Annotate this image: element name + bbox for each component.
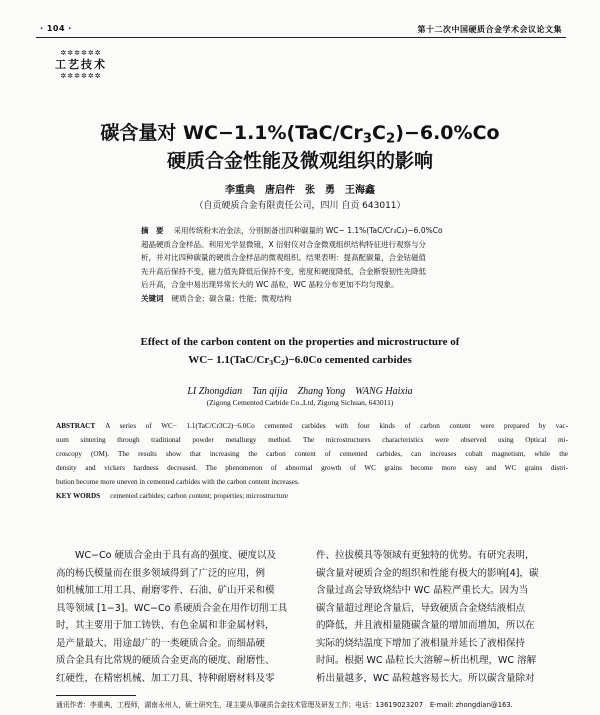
body-line: 质合金具有比常规的硬质合金更高的硬度、耐磨性、 <box>56 655 275 666</box>
body-line: 析出量越多，WC 晶粒越容易长大。所以碳含量除对 <box>316 672 535 684</box>
body-line: 是产量最大、用途最广的一类硬质合金。而细晶硬 <box>56 637 266 649</box>
keywords-en: cemented carbides; carbon content; properties; microstructure <box>110 492 288 500</box>
page-number: · 104 · <box>40 24 72 33</box>
keywords-cn: 硬质合金；碳含量；性能；微观结构 <box>171 293 292 303</box>
affiliation-cn: （自贡硬质合金有限责任公司，四川 自贡 643011） <box>194 201 406 211</box>
abstract-en-line: density and vickers hardness decreased. The phenomenon of abnormal growth of WC grains become more easy and WC grains distri- <box>56 464 568 472</box>
title-cn-line1: 碳含量对 $WC-1.1\%(TaC/Cr_3C_2)-6.0\%Co$ <box>100 122 500 147</box>
authors-cn: 李重典 唐启件 张 勇 王海鑫 <box>225 185 375 196</box>
body-line: WC−Co 硬质合金由于具有高的强度、硬度以及 <box>56 550 276 561</box>
decorative-stars-icon: ✲✲✲✲✲✲ <box>60 72 102 80</box>
abstract-en-line: bution become more uneven in cemented carbides with the carbon content increases. <box>56 478 300 486</box>
abstract-en <box>56 419 568 503</box>
abstract-en-line: uum sintering through traditional powder metallurgy method. The microstructures characteristics were observed using Optical mi- <box>56 436 568 444</box>
abstract-cn-line: 先升高后保持不变，磁力值先降低后保持不变，密度和硬度降低，合金断裂韧性先降低 <box>141 266 426 276</box>
section-tag-label: 工艺技术 <box>55 58 107 71</box>
title-en-line1: Effect of the carbon content on the properties and microstructure of <box>140 336 460 348</box>
body-line: 碳含量超过理论含量后，导致硬质合金烧结液相点 <box>316 602 526 614</box>
affiliation-en: (Zigong Cemented Carbide Co.,Ltd, Zigong Sichuan, 643011) <box>206 398 394 407</box>
title-en-line2: $WC- 1.1(TaC/Cr_3C_2)-6.0Co$ cemented carbides <box>188 354 412 367</box>
section-tag <box>44 50 118 80</box>
authors-en: LI Zhongdian Tan qijia Zhang Yong WANG Haixia <box>187 386 413 397</box>
body-line: 碳含量对硬质合金的组织和性能有极大的影响[4]，碳 <box>316 567 539 579</box>
footnote: 通讯作者：李重典，工程师，湖南永州人，硕士研究生，现主要从事硬质合金技术管理及研发工作；电话：13619023207 E-mail: zhongdian@163. <box>56 701 513 709</box>
title-cn-line2: 硬质合金性能及微观组织的影响 <box>166 150 433 172</box>
footnote-rule <box>56 695 136 696</box>
body-line: 含量过高会导致烧结中 WC 晶粒严重长大。因为当 <box>316 585 529 596</box>
body-line: 的降低，并且液相量随碳含量的增加而增加，所以在 <box>316 620 535 631</box>
body-line: 具等领域 [1−3]。WC−Co 系硬质合金在用作切削工具 <box>56 602 288 614</box>
body-line: 时，其主要用于加工铸铁、有色金属和非金属材料， <box>56 620 275 631</box>
abstract-en-line: A series of WC− 1.1(TaC/Cr3C2)−6.0Co cemented carbides with four kinds of carbon content were prepared by vac- <box>105 422 568 430</box>
body-left-column <box>56 547 306 687</box>
abstract-cn <box>141 224 471 305</box>
body-line: 时间。根据 WC 晶粒长大溶解−析出机理，WC 溶解 <box>316 655 537 666</box>
abstract-cn-line: 采用传统粉末冶金法，分别制备出四种碳量的 WC− 1.1%(TaC/Cr₃C₂)−6.0%Co <box>173 226 443 235</box>
abstract-en-label: ABSTRACT <box>56 422 96 430</box>
body-line: 高的杨氏模量而在很多领域得到了广泛的应用，例 <box>56 567 266 579</box>
abstract-en-line: croscopy (OM). The results show that increasing the carbon content of cemented carbides, can increases cobalt magnetism, while the <box>56 450 568 458</box>
keywords-cn-label: 关键词 <box>141 293 164 303</box>
body-line: 件、拉拔模具等领域有更独特的优势。有研究表明， <box>316 550 535 561</box>
body-right-column <box>316 547 568 687</box>
journal-title: 第十二次中国硬质合金学术会议论文集 <box>417 25 562 34</box>
keywords-en-label: KEY WORDS <box>56 492 101 500</box>
decorative-stars-icon: ✲✲✲✲✲✲ <box>60 49 102 57</box>
abstract-cn-line: 后升高，合金中易出现异常长大的 WC 晶粒，WC 晶粒分布更加不均匀现象。 <box>141 280 399 289</box>
body-line: 实际的烧结温度下增加了液相量并延长了液相保持 <box>316 637 526 649</box>
abstract-cn-line: 析，并对比四种碳量的硬质合金样品的微观组织。结果表明：提高配碳量，合金钴磁值 <box>141 253 426 262</box>
header-rule <box>36 37 566 38</box>
abstract-cn-line: 超晶硬质合金样品。利用光学显微镜，X 衍射仪对合金微观组织结构特征进行观察与分 <box>141 239 427 249</box>
body-line: 如机械加工用工具、耐磨零件、石油、矿山开采和模 <box>56 585 275 596</box>
abstract-cn-label: 摘 要 <box>141 226 164 235</box>
body-line: 红硬性，在精密机械、加工刀具、特种耐磨材料及零 <box>56 672 275 684</box>
